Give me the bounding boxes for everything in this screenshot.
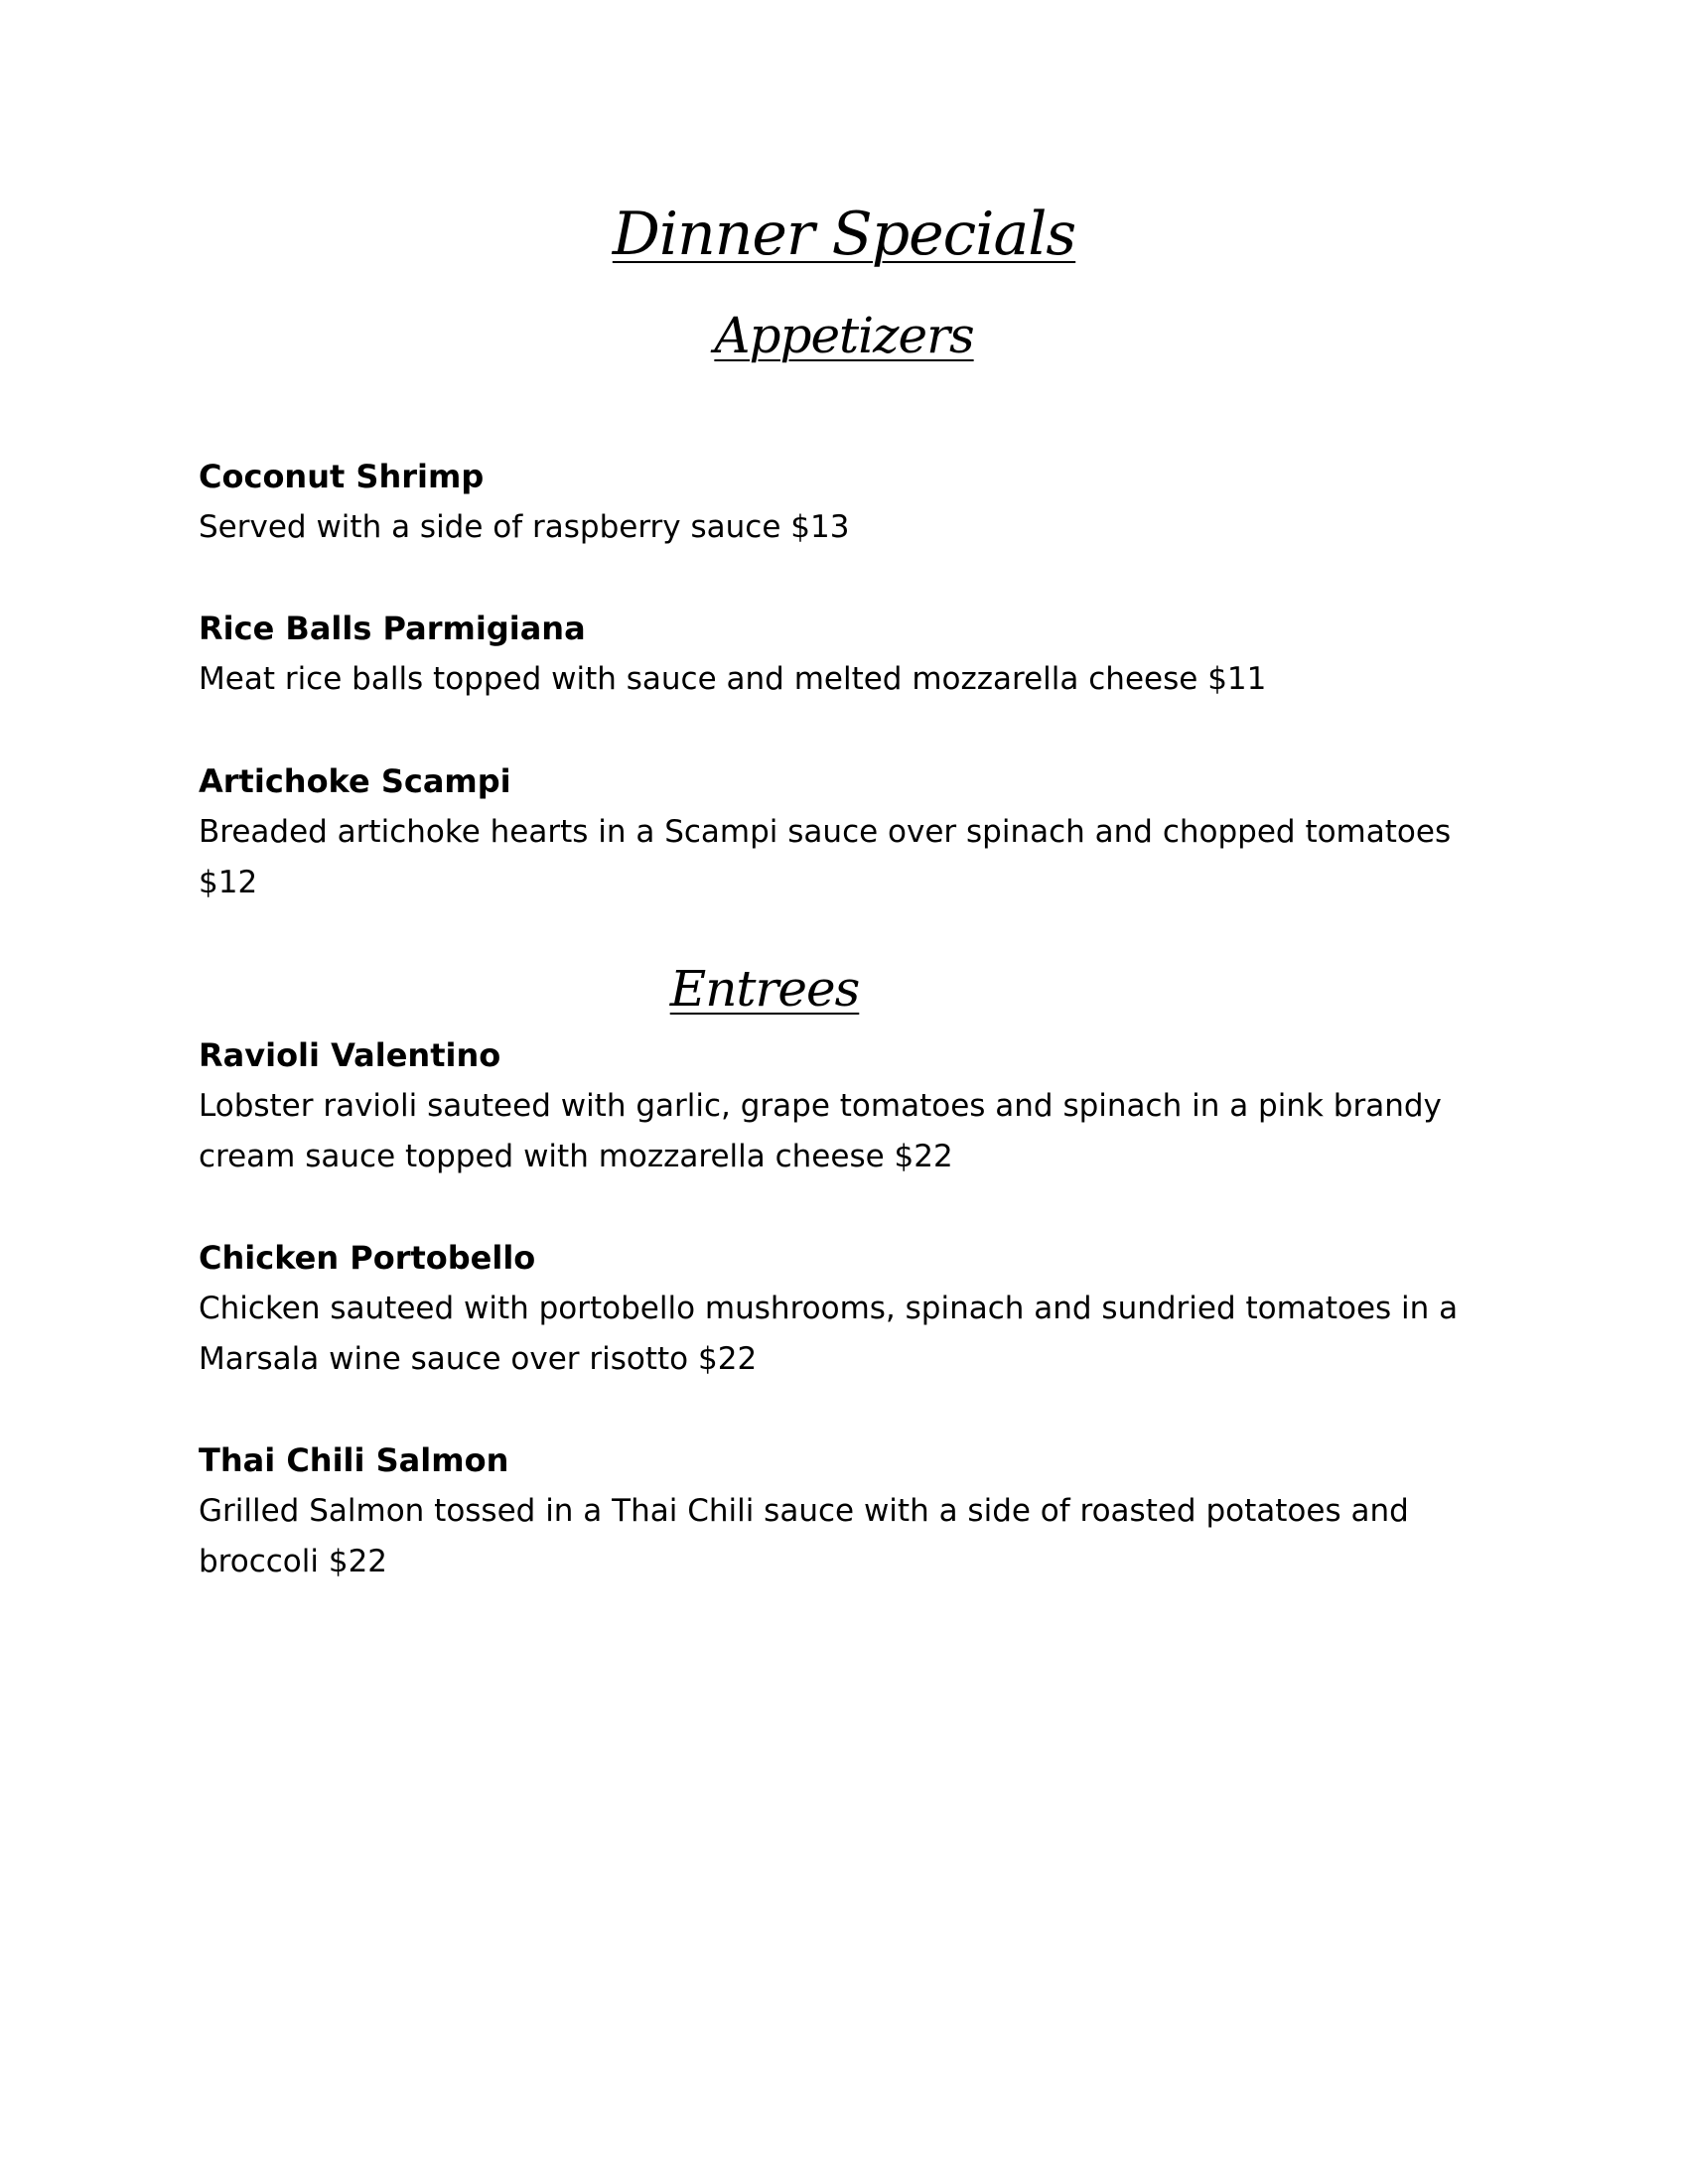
menu-item-description bbox=[199, 807, 1479, 908]
menu-item-rice-balls-parmigiana bbox=[199, 603, 1519, 705]
menu-item-description-text: Breaded artichoke hearts in a Scampi sauce over spinach and chopped tomatoes bbox=[199, 814, 1452, 850]
page-title: Dinner Specials bbox=[612, 200, 1076, 269]
menu-item-name: Thai Chili Salmon bbox=[199, 1441, 509, 1479]
menu-item-name: Artichoke Scampi bbox=[199, 762, 511, 800]
menu-item-name: Coconut Shrimp bbox=[199, 458, 485, 495]
menu-item-price: $22 bbox=[328, 1544, 388, 1579]
menu-item-description-text: Lobster ravioli sauteed with garlic, grape tomatoes and spinach in a pink brandy cream sauce topped with mozzarella cheese bbox=[199, 1088, 1442, 1174]
menu-item-coconut-shrimp bbox=[199, 451, 1519, 553]
menu-item-description bbox=[199, 654, 1519, 705]
menu-item-price: $22 bbox=[894, 1139, 953, 1174]
menu-item-description bbox=[199, 1486, 1519, 1587]
menu-item-description bbox=[199, 1284, 1519, 1385]
menu-item-artichoke-scampi bbox=[199, 755, 1519, 908]
menu-item-description bbox=[199, 502, 1519, 553]
menu-item-description-text: Chicken sauteed with portobello mushrooms, spinach and sundried tomatoes in a Marsala wine sauce over risotto bbox=[199, 1291, 1459, 1377]
section-heading-entrees: Entrees bbox=[669, 960, 860, 1018]
menu-item-price: $11 bbox=[1207, 661, 1267, 697]
menu-item-name: Ravioli Valentino bbox=[199, 1036, 501, 1074]
menu-item-name: Chicken Portobello bbox=[199, 1239, 536, 1277]
menu-item-description-text: Served with a side of raspberry sauce bbox=[199, 509, 781, 545]
menu-item-description-text: Meat rice balls topped with sauce and melted mozzarella cheese bbox=[199, 661, 1198, 697]
menu-item-name: Rice Balls Parmigiana bbox=[199, 610, 586, 647]
menu-item-price: $13 bbox=[790, 509, 850, 545]
section-heading-appetizers: Appetizers bbox=[714, 307, 974, 364]
menu-item-description-text: Grilled Salmon tossed in a Thai Chili sauce with a side of roasted potatoes and broccoli bbox=[199, 1493, 1409, 1579]
menu-item-chicken-portobello bbox=[199, 1232, 1519, 1385]
menu-item-thai-chili-salmon bbox=[199, 1434, 1519, 1587]
menu-item-description bbox=[199, 1081, 1519, 1182]
menu-item-price: $22 bbox=[698, 1341, 758, 1377]
menu-item-price: $12 bbox=[199, 865, 258, 900]
menu-item-ravioli-valentino bbox=[199, 1029, 1519, 1182]
